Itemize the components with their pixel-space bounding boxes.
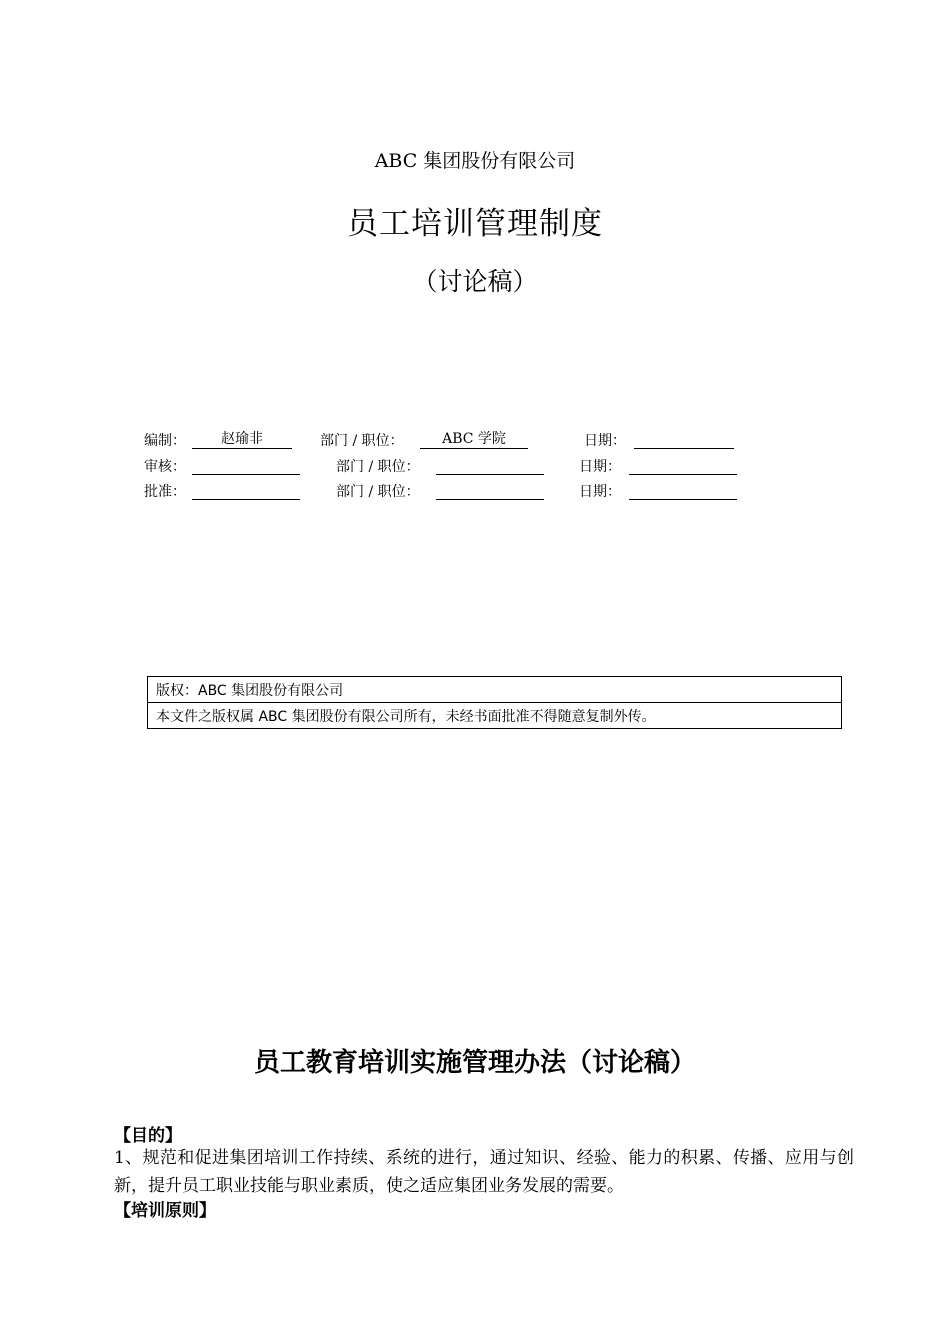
copyright-box [147, 676, 842, 729]
signoff-dept-label: 部门 / 职位： [320, 433, 404, 449]
signoff-date-label: 日期： [584, 433, 626, 449]
signoff-name-field [192, 456, 300, 475]
signoff-date-label: 日期： [579, 459, 621, 475]
company-name: ABC 集团股份有限公司 [374, 150, 576, 172]
signoff-role-label: 审核： [144, 459, 186, 475]
signoff-dept-field [436, 481, 544, 500]
signoff-date-field [629, 481, 737, 500]
section-purpose-title: 【目的】 [114, 1126, 182, 1146]
signoff-date-field [634, 430, 734, 449]
signoff-name-field [192, 481, 300, 500]
copyright-owner: 版权：ABC 集团股份有限公司 [148, 677, 842, 703]
signoff-date-label: 日期： [579, 484, 621, 500]
section-heading: 员工教育培训实施管理办法（讨论稿） [253, 1048, 696, 1078]
signoff-role-label: 批准： [144, 484, 186, 500]
signoff-dept-field: ABC 学院 [420, 430, 528, 449]
document-title: 员工培训管理制度 [347, 206, 603, 242]
signoff-dept-field [436, 456, 544, 475]
signoff-date-field [629, 456, 737, 475]
signoff-dept-label: 部门 / 职位： [336, 459, 420, 475]
document-subtitle: （讨论稿） [412, 267, 538, 296]
signoff-role-label: 编制： [144, 433, 186, 449]
purpose-paragraph: 1、规范和促进集团培训工作持续、系统的进行，通过知识、经验、能力的积累、传播、应用与创新，提升员工职业技能与职业素质，使之适应集团业务发展的需要。 [114, 1148, 854, 1196]
signoff-dept-label: 部门 / 职位： [336, 484, 420, 500]
signoff-name-field: 赵瑜非 [192, 430, 292, 449]
copyright-notice: 本文件之版权属 ABC 集团股份有限公司所有，未经书面批准不得随意复制外传。 [148, 703, 842, 729]
section-principles-title: 【培训原则】 [114, 1201, 216, 1221]
